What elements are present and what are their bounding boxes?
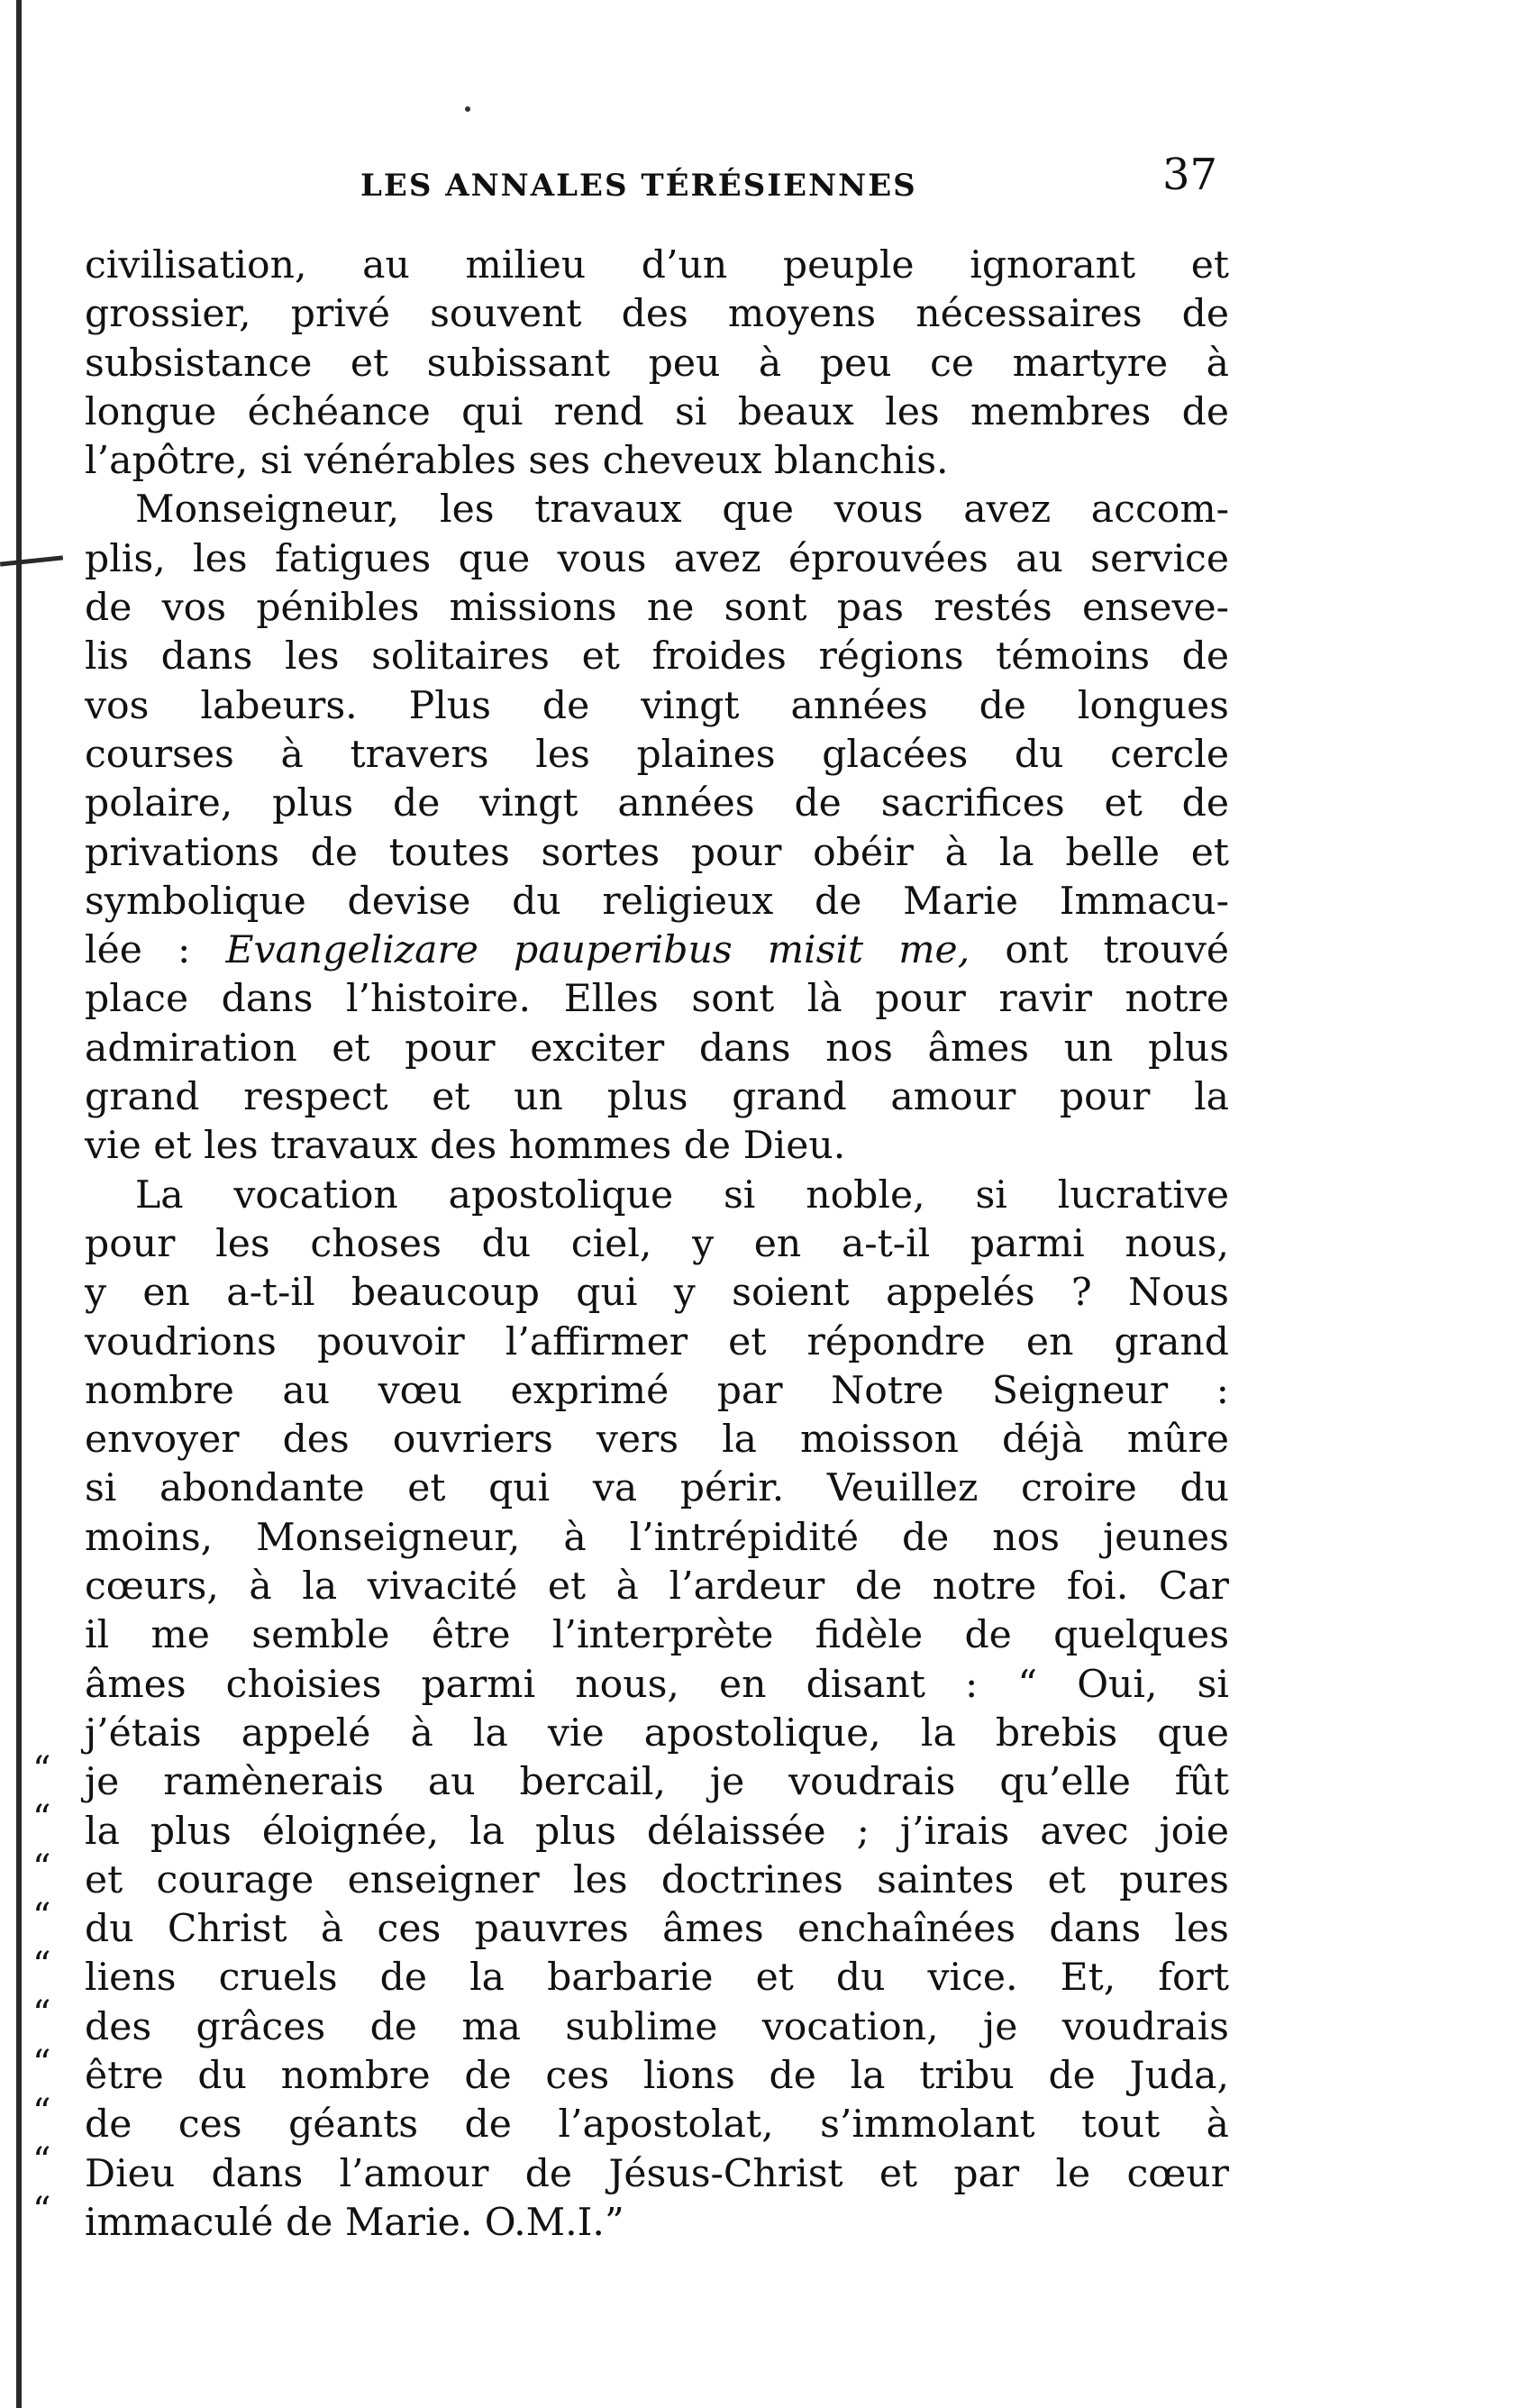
line-text: pour les choses du ciel, y en a-t-il parmi nous, — [85, 1221, 1229, 1266]
line-text: lée : — [85, 928, 226, 973]
text-line — [85, 1514, 1229, 1563]
line-text: du Christ à ces pauvres âmes enchaînées dans les — [85, 1907, 1229, 1952]
line-text: Dieu dans l’amour de Jésus-Christ et par le cœur — [85, 2151, 1229, 2196]
text-line — [85, 731, 1229, 780]
body-text — [32, 242, 1229, 2248]
line-text: courses à travers les plaines glacées du cercle — [85, 732, 1229, 777]
line-text: plis, les fatigues que vous avez éprouvées au service — [85, 536, 1229, 581]
binding-gutter — [16, 0, 22, 2408]
line-text: nombre au vœu exprimé par Notre Seigneur : — [85, 1368, 1229, 1413]
quote-mark-glyph: “ — [32, 1847, 51, 1889]
text-line — [85, 1661, 1229, 1710]
line-text: cœurs, à la vivacité et à l’ardeur de notre foi. Car — [85, 1564, 1229, 1610]
line-text: et courage enseigner les doctrines saintes et pures — [85, 1857, 1229, 1902]
text-line — [85, 878, 1229, 926]
line-text: admiration et pour exciter dans nos âmes un plus — [85, 1026, 1229, 1071]
text-line — [85, 242, 1229, 290]
line-text: La vocation apostolique si noble, si lucrative — [135, 1172, 1229, 1218]
line-text: moins, Monseigneur, à l’intrépidité de nos jeunes — [85, 1515, 1229, 1560]
line-text: j’étais appelé à la vie apostolique, la brebis que — [85, 1710, 1229, 1756]
text-line — [85, 780, 1229, 828]
quote-mark-glyph: “ — [32, 1993, 51, 2036]
text-line — [85, 486, 1229, 534]
quote-mark-glyph: “ — [32, 2091, 51, 2133]
line-text: y en a-t-il beaucoup qui y soient appelés ? Nous — [85, 1271, 1229, 1316]
text-line — [85, 2199, 1229, 2248]
text-line — [85, 1416, 1229, 1464]
running-head: LES ANNALES TÉRÉSIENNES — [360, 168, 917, 204]
text-line — [85, 1269, 1229, 1318]
binding-mark — [0, 555, 63, 566]
line-text: subsistance et subissant peu à peu ce martyre à — [85, 341, 1229, 386]
line-text: grossier, privé souvent des moyens nécessaires de — [85, 292, 1229, 337]
text-line — [85, 1122, 1229, 1171]
text-line — [85, 682, 1229, 731]
text-line — [85, 1025, 1229, 1073]
print-speck — [465, 106, 470, 112]
line-text: envoyer des ouvriers vers la moisson déjà mûre — [85, 1418, 1229, 1463]
text-line — [85, 1318, 1229, 1367]
line-text: ont trouvé — [970, 928, 1229, 973]
text-line — [85, 1172, 1229, 1220]
text-line — [85, 926, 1229, 975]
line-text: la plus éloignée, la plus délaissée ; j’irais avec joie — [85, 1809, 1229, 1854]
text-line — [85, 1611, 1229, 1660]
line-text: civilisation, au milieu d’un peuple ignorant et — [85, 243, 1229, 287]
line-text: si abondante et qui va périr. Veuillez croire du — [85, 1466, 1229, 1511]
line-text: de vos pénibles missions ne sont pas restés enseve- — [85, 586, 1229, 631]
page-number: 37 — [1162, 150, 1218, 200]
line-text: Monseigneur, les travaux que vous avez accom- — [135, 488, 1229, 533]
text-line — [85, 975, 1229, 1024]
text-line — [85, 535, 1229, 584]
quote-mark-glyph: “ — [32, 2140, 51, 2183]
text-line — [85, 1220, 1229, 1269]
line-text: des grâces de ma sublime vocation, je voudrais — [85, 2004, 1229, 2049]
text-line — [85, 388, 1229, 437]
text-line — [85, 290, 1229, 339]
text-line — [85, 1367, 1229, 1416]
text-line — [85, 1073, 1229, 1122]
text-line — [85, 633, 1229, 681]
text-line — [85, 437, 1229, 486]
quote-mark-glyph: “ — [32, 2189, 51, 2231]
text-line — [85, 340, 1229, 388]
italic-motto: Evangelizare pauperibus misit me, — [225, 928, 970, 973]
line-text: vos labeurs. Plus de vingt années de longues — [85, 683, 1229, 728]
line-text: place dans l’histoire. Elles sont là pour ravir notre — [85, 977, 1229, 1022]
line-text: polaire, plus de vingt années de sacrifices et de — [85, 781, 1229, 826]
quote-mark-glyph: “ — [32, 1895, 51, 1938]
text-line — [85, 584, 1229, 633]
line-text: privations de toutes sortes pour obéir à la belle et — [85, 830, 1229, 875]
line-text: symbolique devise du religieux de Marie Immacu- — [85, 879, 1229, 924]
line-text: immaculé de Marie. O.M.I.” — [85, 2200, 624, 2245]
line-text: lis dans les solitaires et froides régions témoins de — [85, 634, 1229, 680]
line-text: de ces géants de l’apostolat, s’immolant tout à — [85, 2102, 1229, 2148]
text-line — [85, 1563, 1229, 1611]
quote-mark-glyph: “ — [32, 1748, 51, 1791]
text-line — [85, 1464, 1229, 1513]
line-text: vie et les travaux des hommes de Dieu. — [85, 1124, 846, 1169]
line-text: je ramènerais au bercail, je voudrais qu’elle fût — [85, 1760, 1229, 1805]
line-text: grand respect et un plus grand amour pour la — [85, 1075, 1229, 1120]
text-line — [85, 829, 1229, 878]
line-text: être du nombre de ces lions de la tribu de Juda, — [85, 2053, 1229, 2098]
line-text: l’apôtre, si vénérables ses cheveux blanchis. — [85, 439, 949, 484]
line-text: voudrions pouvoir l’affirmer et répondre en grand — [85, 1319, 1229, 1364]
line-text: liens cruels de la barbarie et du vice. Et, fort — [85, 1956, 1229, 2001]
quote-mark-glyph: “ — [32, 1798, 51, 1840]
quote-mark-glyph: “ — [32, 1945, 51, 1987]
line-text: il me semble être l’interprète fidèle de quelques — [85, 1613, 1229, 1658]
line-text: longue échéance qui rend si beaux les membres de — [85, 389, 1229, 434]
quote-mark-glyph: “ — [32, 2042, 51, 2084]
line-text: âmes choisies parmi nous, en disant : “ Oui, si — [85, 1662, 1229, 1707]
